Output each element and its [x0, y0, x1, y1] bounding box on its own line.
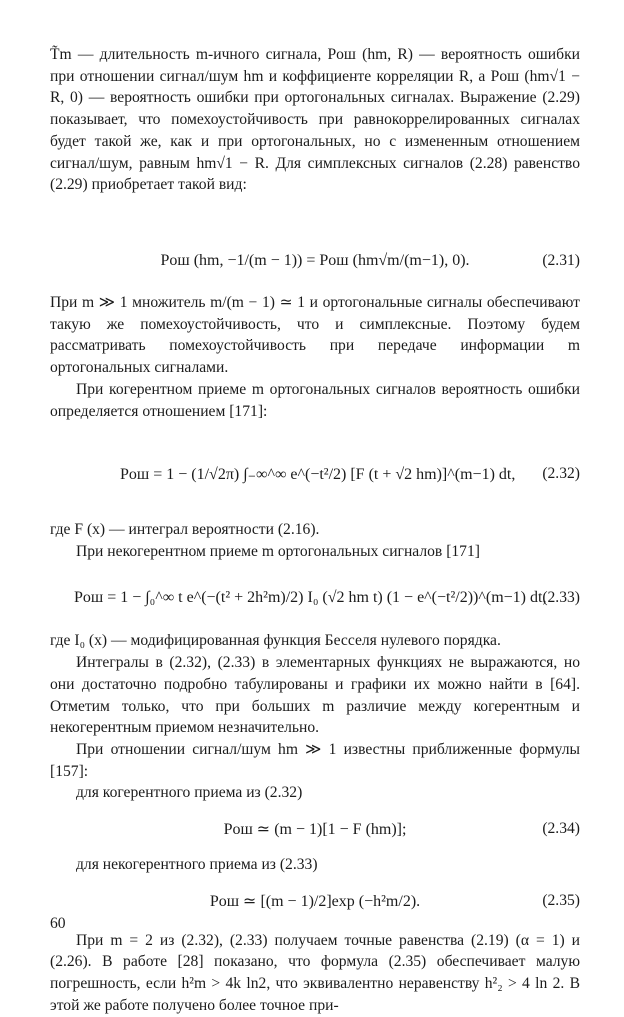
paragraph-10: для некогерентного приема из (2.33)	[76, 856, 318, 874]
formula-2-34: Pош ≃ (m − 1)[1 − F (hm)];	[223, 821, 407, 839]
equation-2-35	[50, 886, 580, 916]
equation-number-2-33: (2.33)	[542, 589, 580, 607]
equation-number-2-35: (2.35)	[542, 891, 580, 909]
paragraph-2: При m ≫ 1 множитель m/(m − 1) ≃ 1 и ортогональные сигналы обеспечивают такую же помехоустойчивость, что и симплексные. Поэтому будем рассматривать помехоустойчивость при передаче информации m ортогональных сигналами.	[50, 294, 580, 377]
paragraph-6: где I₀ (x) — модифицированная функция Бесселя нулевого порядка.	[50, 632, 501, 650]
formula-2-33: Pош = 1 − ∫₀^∞ t e^(−(t² + 2h²m)/2) I₀ (√2 hm t) (1 − e^(−t²/2))^(m−1) dt,	[74, 589, 547, 607]
paragraph-8: При отношении сигнал/шум hm ≫ 1 известны приближенные формулы [157]:	[50, 740, 580, 780]
equation-2-32	[50, 439, 580, 509]
formula-2-35: Pош ≃ [(m − 1)/2]exp (−h²m/2).	[209, 892, 421, 910]
paragraph-9: для когерентного приема из (2.32)	[76, 784, 303, 802]
equation-2-31	[50, 246, 580, 276]
paragraph-11: При m = 2 из (2.32), (2.33) получаем точные равенства (2.19) (α = 1) и (2.26). В работе [28] показано, что формула (2.35) обеспечивает малую погрешность, если h²m > 4k ln2, что эквивалентно неравенству h²₂ > 4 ln 2. В этой же работе получено более точное при-	[50, 931, 580, 1014]
paragraph-1: T̃m — длительность m-ичного сигнала, Pош (hm, R) — вероятность ошибки при отношении сигнал/шум hm и коффициенте корреляции R, а Pош (hm√1 − R, 0) — вероятность ошибки при ортогональных сигналах. Выражение (2.29) показывает, что помехоустойчивость при равнокоррелированных сигналах будет такой же, как и при ортогональных, но с измененным отношением сигнал/шум, равным hm√1 − R. Для симплексных сигналов (2.28) равенство (2.29) приобретает такой вид:	[50, 46, 580, 194]
formula-2-32: Pош = 1 − (1/√2π) ∫₋∞^∞ e^(−t²/2) [F (t + √2 hm)]^(m−1) dt,	[120, 466, 516, 483]
page-number: 60	[50, 915, 66, 932]
paragraph-7: Интегралы в (2.32), (2.33) в элементарных функциях не выражаются, но они достаточно подробно табулированы и графики их можно найти в [64]. Отметим только, что при больших m различие между когерентным и некогерентным приемом незначительно.	[50, 654, 580, 737]
paragraph-5: При некогерентном приеме m ортогональных сигналов [171]	[76, 542, 480, 560]
equation-number-2-31: (2.31)	[542, 252, 580, 269]
paragraph-3: При когерентном приеме m ортогональных сигналов вероятность ошибки определяется отношением [171]:	[50, 381, 580, 420]
page-body	[50, 44, 580, 1017]
equation-2-34	[50, 814, 580, 844]
formula-2-31: Pош (hm, −1/(m − 1)) = Pош (hm√m/(m−1), 0).	[160, 252, 470, 269]
equation-2-33	[50, 568, 580, 628]
paragraph-4: где F (x) — интеграл вероятности (2.16).	[50, 521, 320, 538]
equation-number-2-34: (2.34)	[542, 820, 580, 838]
equation-number-2-32: (2.32)	[542, 465, 580, 482]
